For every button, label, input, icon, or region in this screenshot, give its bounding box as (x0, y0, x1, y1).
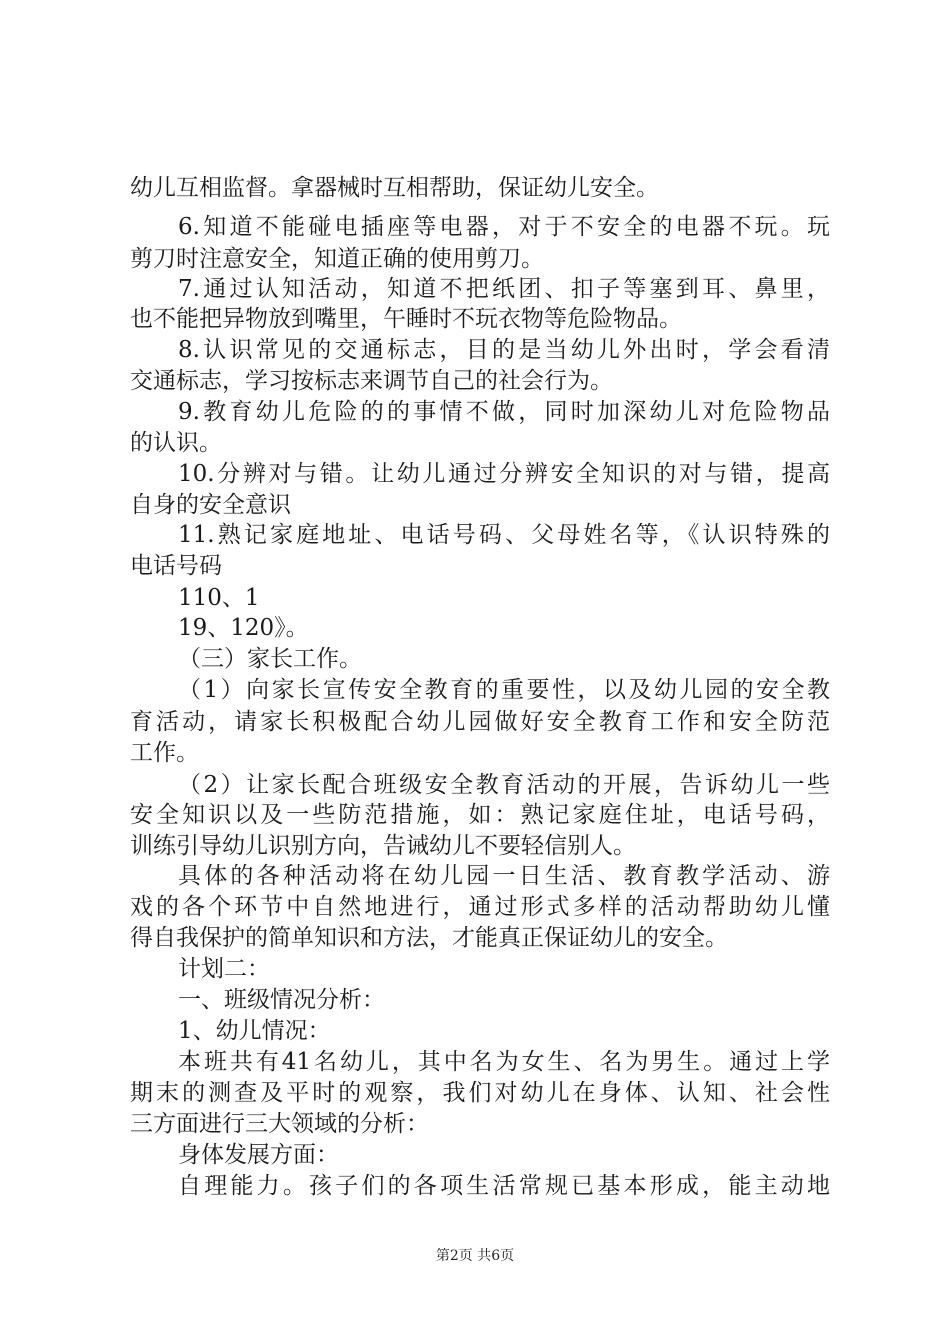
text-line: 得自我保护的简单知识和方法，才能真正保证幼儿的安全。 (130, 925, 728, 951)
text-line: 9.教育幼儿危险的的事情不做，同时加深幼儿对危险物品 (178, 399, 830, 425)
text-line: 的认识。 (130, 430, 222, 456)
text-line: 训练引导幼儿识别方向，告诫幼儿不要轻信别人。 (130, 833, 636, 859)
text-line: 10.分辨对与错。让幼儿通过分辨安全知识的对与错，提高 (178, 461, 830, 487)
text-line: 自理能力。孩子们的各项生活常规已基本形成，能主动地 (178, 1173, 830, 1199)
text-line: （2）让家长配合班级安全教育活动的开展，告诉幼儿一些 (178, 772, 830, 798)
text-line: 具体的各种活动将在幼儿园一日生活、教育教学活动、游 (178, 863, 830, 889)
text-line: 一、班级情况分析： (178, 987, 385, 1013)
text-line: 8.认识常见的交通标志，目的是当幼儿外出时，学会看清 (178, 337, 830, 363)
text-line: 戏的各个环节中自然地进行，通过形式多样的活动帮助幼儿懂 (130, 894, 830, 920)
text-line: （1）向家长宣传安全教育的重要性，以及幼儿园的安全教 (178, 677, 830, 703)
text-line: 也不能把异物放到嘴里，午睡时不玩衣物等危险物品。 (130, 306, 682, 332)
text-line: 安全知识以及一些防范措施，如：熟记家庭住址，电话号码， (130, 802, 830, 828)
text-line: 19、120》。 (178, 615, 309, 641)
text-line: 110、1 (178, 585, 260, 611)
text-line: （三）家长工作。 (178, 646, 362, 672)
text-line: 计划二： (178, 956, 270, 982)
text-line: 电话号码 (130, 553, 222, 579)
text-line: 1、幼儿情况： (178, 1018, 331, 1044)
text-line: 工作。 (130, 740, 199, 766)
text-line: 11.熟记家庭地址、电话号码、父母姓名等，《认识特殊的 (178, 522, 830, 548)
text-line: 幼儿互相监督。拿器械时互相帮助，保证幼儿安全。 (130, 175, 659, 201)
text-line: 交通标志，学习按标志来调节自己的社会行为。 (130, 368, 613, 394)
text-line: 自身的安全意识 (130, 492, 291, 518)
text-line: 剪刀时注意安全，知道正确的使用剪刀。 (130, 246, 544, 272)
text-line: 三方面进行三大领域的分析： (130, 1111, 429, 1137)
text-line: 期末的测查及平时的观察，我们对幼儿在身体、认知、社会性 (130, 1080, 830, 1106)
text-line: 7.通过认知活动，知道不把纸团、扣子等塞到耳、鼻里， (178, 276, 830, 302)
text-line: 身体发展方面： (178, 1142, 339, 1168)
text-line: 育活动，请家长积极配合幼儿园做好安全教育工作和安全防范 (130, 709, 830, 735)
text-line: 6.知道不能碰电插座等电器，对于不安全的电器不玩。玩 (178, 214, 830, 240)
page-number-footer: 第2页 共6页 (435, 1248, 515, 1264)
text-line: 本班共有41名幼儿，其中名为女生、名为男生。通过上学 (178, 1049, 830, 1075)
